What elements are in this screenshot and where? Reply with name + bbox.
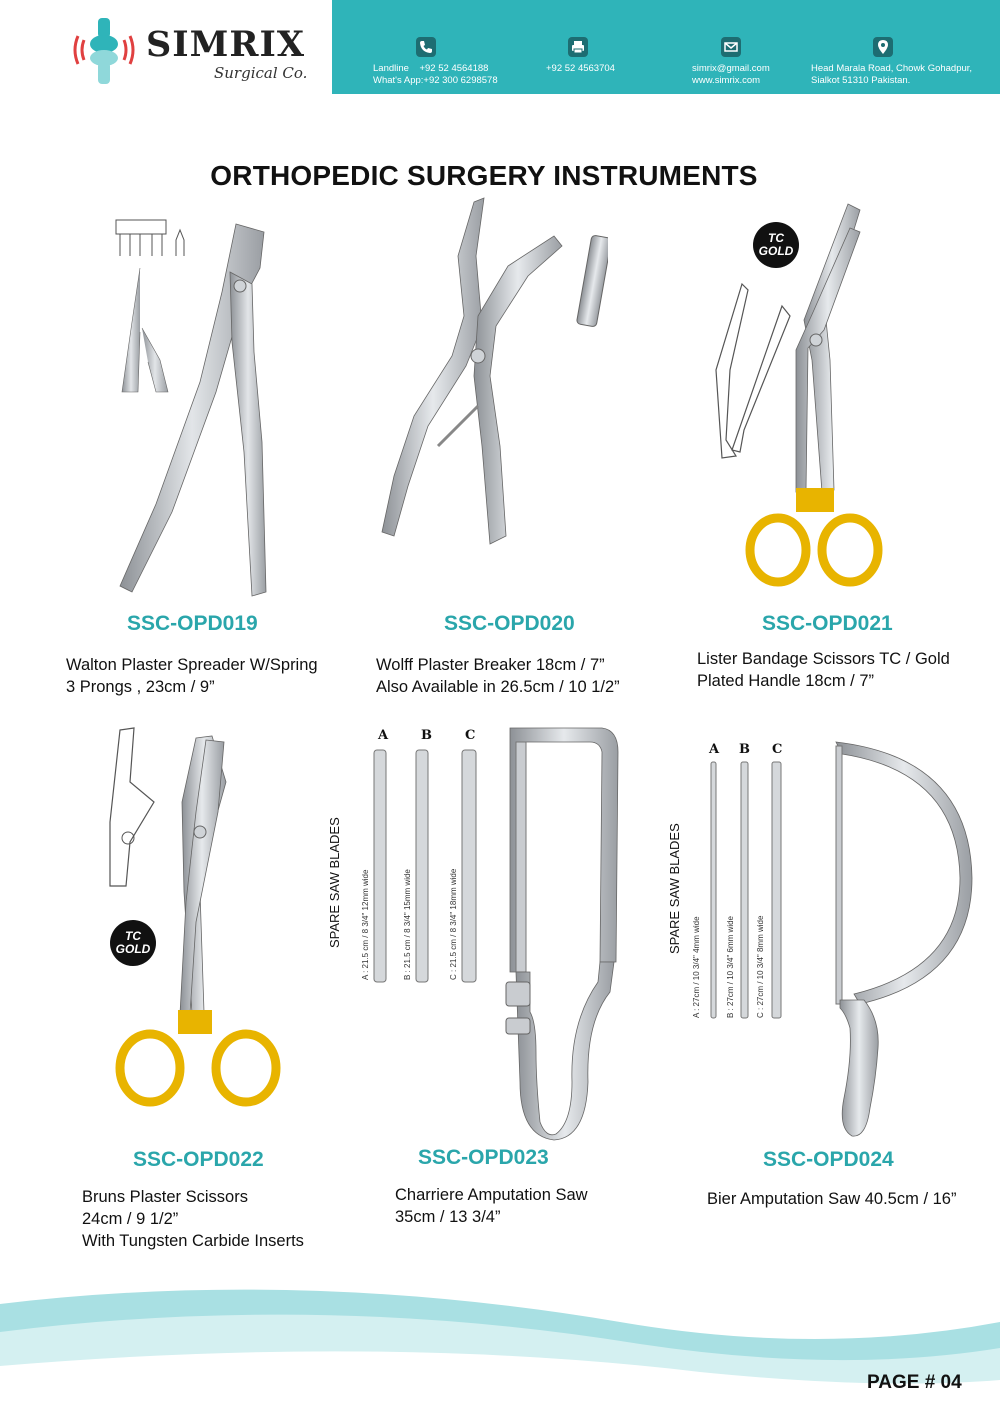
phone-icon xyxy=(416,37,436,57)
page-title: ORTHOPEDIC SURGERY INSTRUMENTS xyxy=(210,160,758,191)
product-code-opd022: SSC-OPD022 xyxy=(133,1148,264,1171)
bier-amputation-saw-image xyxy=(830,738,980,1140)
address-contact-text: Head Marala Road, Chowk Gohadpur, Sialkot 51310 Pakistan. xyxy=(811,63,973,86)
tc-gold-badge: TC GOLD xyxy=(753,222,799,268)
brand-logo-icon xyxy=(68,14,140,88)
logo-area xyxy=(0,0,332,94)
product-desc-opd020: Wolff Plaster Breaker 18cm / 7” Also Available in 26.5cm / 10 1/2” xyxy=(376,656,620,696)
product-desc-opd021: Lister Bandage Scissors TC / Gold Plated Handle 18cm / 7” xyxy=(697,650,950,690)
blade-spec-b: B : 27cm / 10 3/4" 6mm wide xyxy=(726,916,735,1018)
blade-spec-c: C : 27cm / 10 3/4" 8mm wide xyxy=(756,915,765,1018)
product-code-opd024: SSC-OPD024 xyxy=(763,1148,894,1171)
spare-saw-blades-image xyxy=(705,760,785,1022)
wolff-plaster-breaker-image xyxy=(378,196,608,556)
fax-contact-text: +92 52 4563704 xyxy=(546,63,615,74)
product-desc-opd023: Charriere Amputation Saw 35cm / 13 3/4” xyxy=(395,1186,588,1226)
mail-icon xyxy=(721,37,741,57)
lister-bandage-scissors-image xyxy=(710,200,890,590)
product-desc-opd022: Bruns Plaster Scissors 24cm / 9 1/2” With Tungsten Carbide Inserts xyxy=(82,1188,304,1250)
blade-spec-a: A : 21.5 cm / 8 3/4" 12mm wide xyxy=(361,869,370,980)
spare-saw-blades-label: SPARE SAW BLADES xyxy=(667,823,682,954)
email-contact-text: simrix@gmail.com www.simrix.com xyxy=(692,63,770,86)
fax-icon xyxy=(568,37,588,57)
product-code-opd019: SSC-OPD019 xyxy=(127,612,258,635)
product-code-opd023: SSC-OPD023 xyxy=(418,1146,549,1169)
spare-saw-blades-label: SPARE SAW BLADES xyxy=(327,817,342,948)
product-code-opd020: SSC-OPD020 xyxy=(444,612,575,635)
charriere-amputation-saw-image xyxy=(490,722,630,1142)
blade-letter-c: C xyxy=(465,728,476,743)
blade-spec-a: A : 27cm / 10 3/4" 4mm wide xyxy=(692,916,701,1018)
blade-spec-b: B : 21.5 cm / 8 3/4" 15mm wide xyxy=(403,869,412,980)
blade-letter-a: A xyxy=(378,728,389,743)
blade-spec-c: C : 21.5 cm / 8 3/4" 18mm wide xyxy=(449,868,458,980)
product-desc-opd019: Walton Plaster Spreader W/Spring 3 Prongs , 23cm / 9” xyxy=(66,656,318,696)
page-number: PAGE # 04 xyxy=(867,1372,962,1393)
product-code-opd021: SSC-OPD021 xyxy=(762,612,893,635)
blade-letter-c: C xyxy=(772,742,783,757)
footer-wave xyxy=(0,1282,1000,1403)
blade-letter-b: B xyxy=(739,742,750,757)
product-desc-opd024: Bier Amputation Saw 40.5cm / 16” xyxy=(707,1190,957,1208)
phone-contact-text: Landline +92 52 4564188 What's App:+92 300 6298578 xyxy=(373,63,498,86)
spare-saw-blades-image xyxy=(370,748,485,988)
brand-tagline: Surgical Co. xyxy=(214,64,308,82)
blade-letter-b: B xyxy=(421,728,432,743)
location-pin-icon xyxy=(873,37,893,57)
brand-name: SIMRIX xyxy=(146,24,306,65)
tc-gold-badge: TC GOLD xyxy=(110,920,156,966)
walton-plaster-spreader-image xyxy=(112,212,282,602)
blade-letter-a: A xyxy=(709,742,720,757)
